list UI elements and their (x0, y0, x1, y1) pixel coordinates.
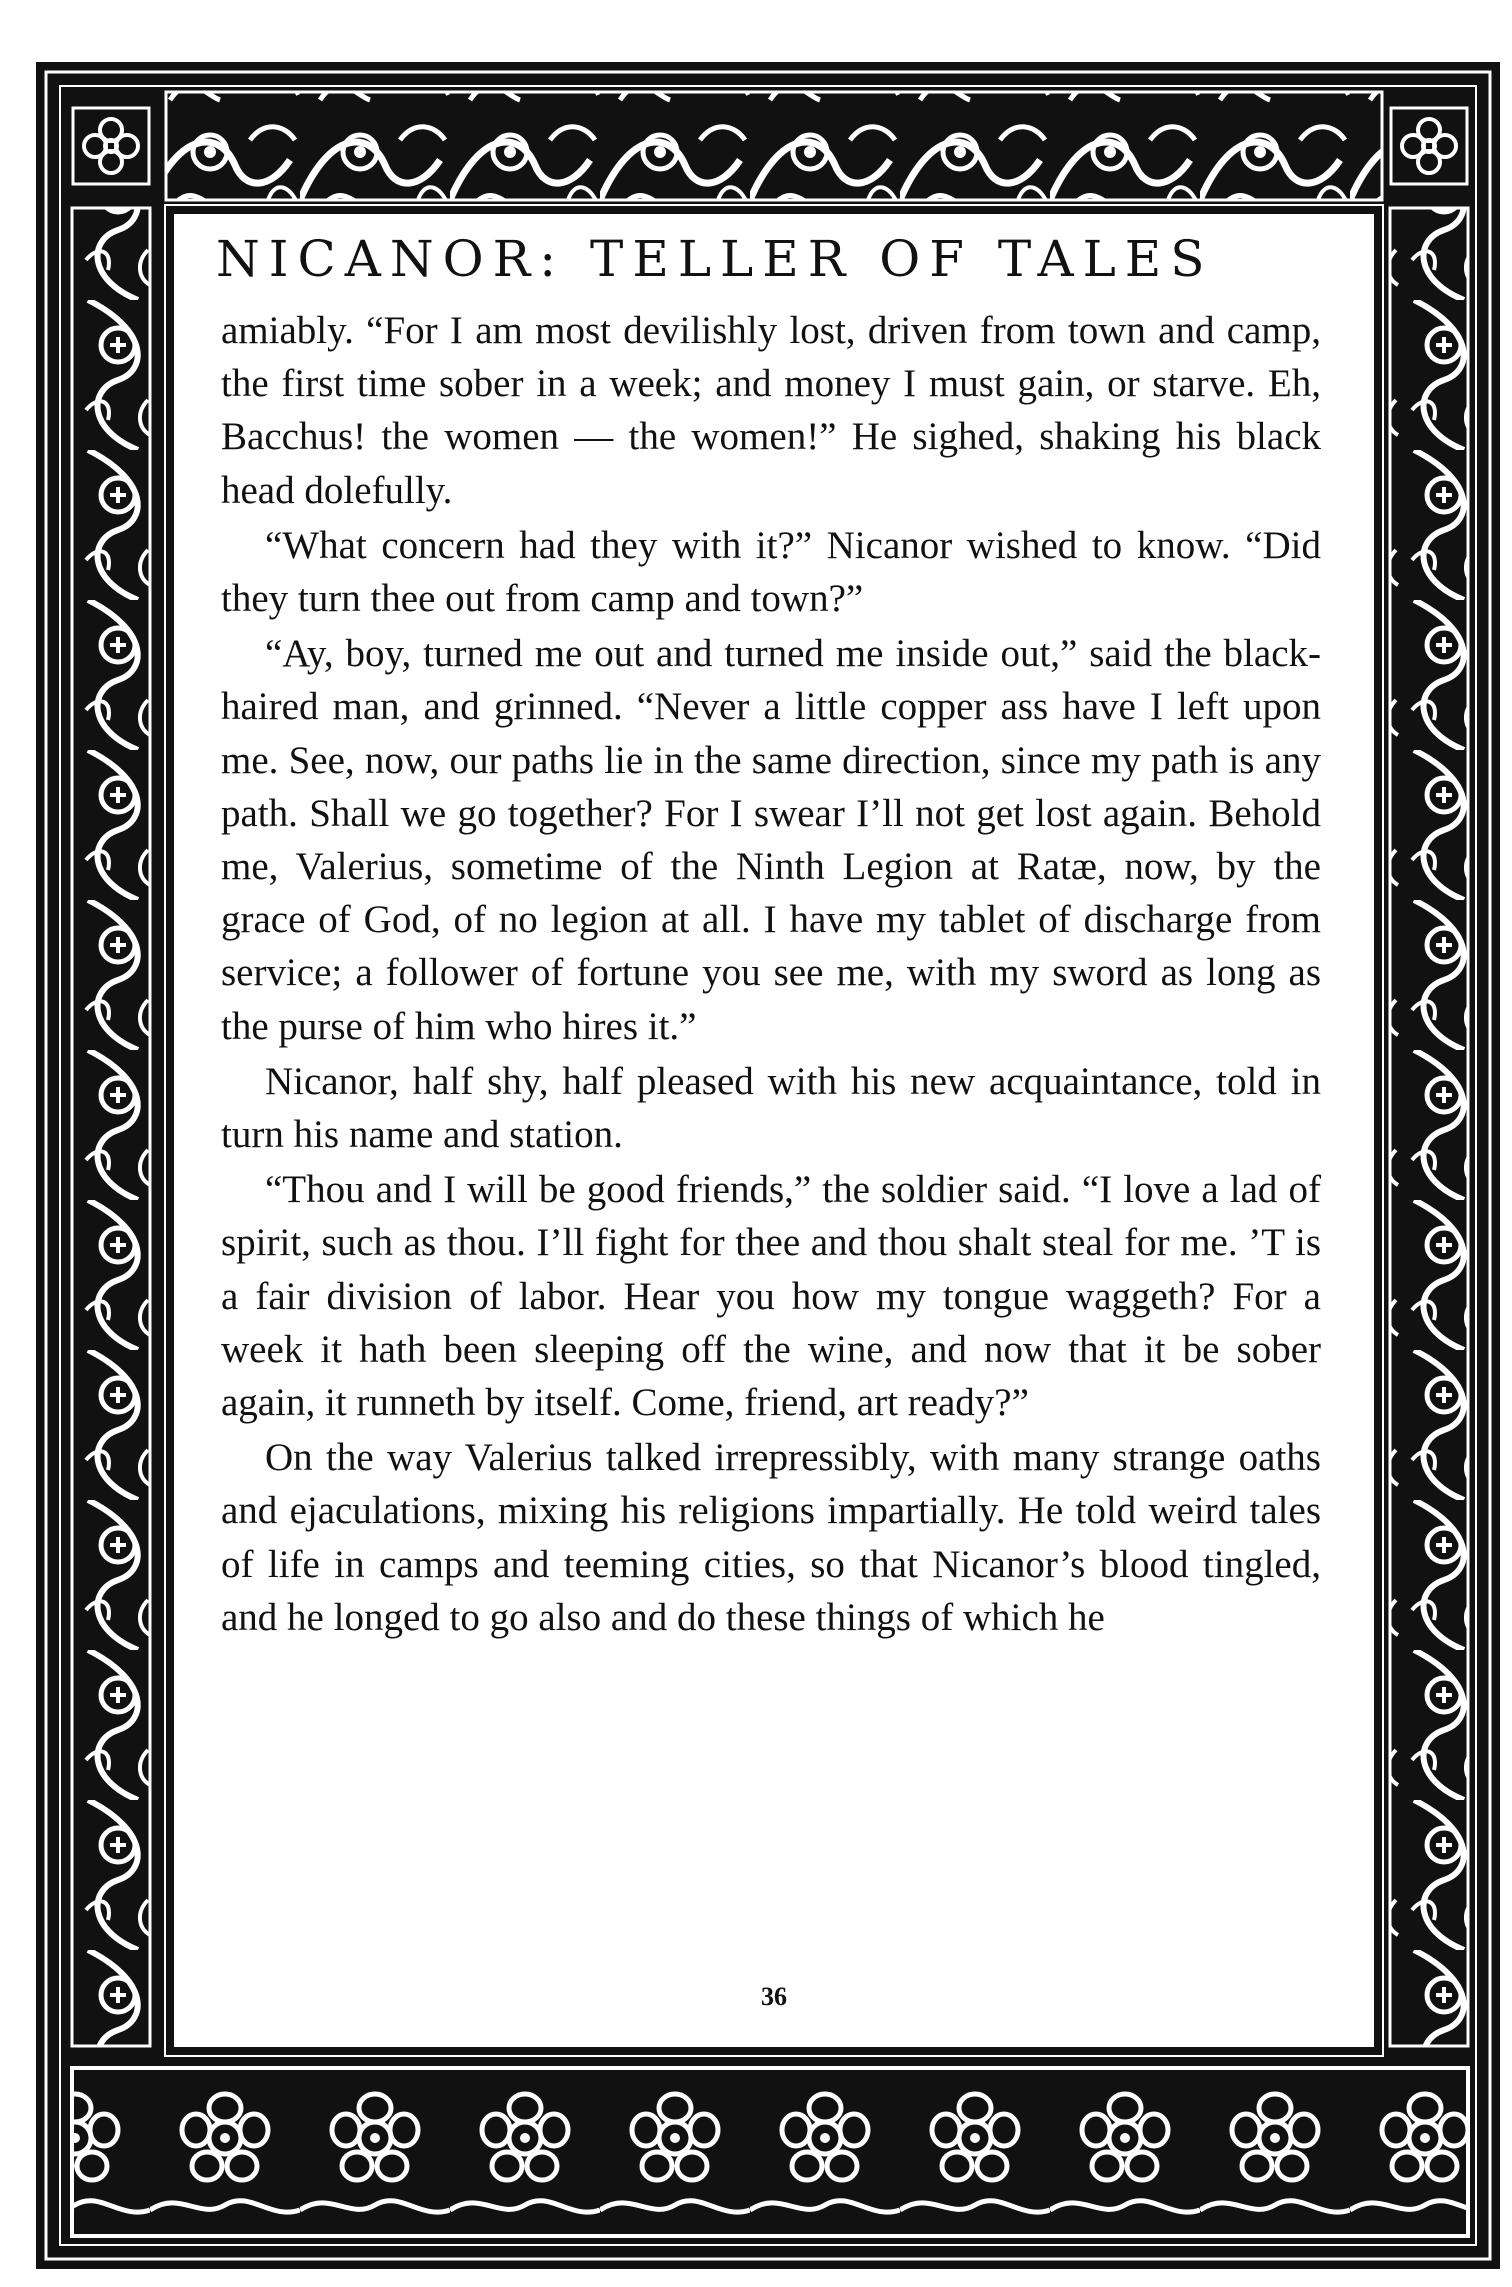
paragraph-2: “What concern had they with it?” Nicanor wished to know. “Did they turn thee out from camp and town?” (221, 523, 1321, 621)
running-head: NICANOR: TELLER OF TALES (216, 230, 1214, 288)
paragraph-1: amiably. “For I am most devilishly lost, driven from town and camp, the first time sober in a week; and money I must gain, or starve. Eh, Bacchus! the women — the women!” He sighed, shaking his black head dolefully. (221, 309, 1321, 512)
paragraph-6: On the way Valerius talked irrepressibly, with many strange oaths and ejaculations, mixing his religions impartially. He told weird tales of life in camps and teeming cities, so that Nicanor’s blood tingled, and he longed to go also and do these things of which he (221, 1436, 1321, 1639)
paragraph-4: Nicanor, half shy, half pleased with his new acquaintance, told in turn his name and station. (221, 1059, 1321, 1157)
paragraph-3: “Ay, boy, turned me out and turned me inside out,” said the black-haired man, and grinned. “Never a little copper ass have I left upon me. See, now, our paths lie in the same direction, since my path is any path. Shall we go together? For I swear I’ll not get lost again. Behold me, Valerius, sometime of the Ninth Legion at Ratæ, now, by the grace of God, of no legion at all. I have my tablet of discharge from service; a follower of fortune you see me, with my sword as long as the purse of him who hires it.” (221, 632, 1321, 1048)
body-text (221, 304, 1321, 1644)
page-number: 36 (761, 1982, 787, 2011)
text-panel (176, 216, 1372, 2045)
paragraph-5: “Thou and I will be good friends,” the soldier said. “I love a lad of spirit, such as thou. I’ll fight for thee and thou shalt steal for me. ’T is a fair division of labor. Hear you how my tongue waggeth? For a week it hath been sleeping off the wine, and now that it be sober again, it runneth by itself. Come, friend, art ready?” (221, 1168, 1321, 1425)
